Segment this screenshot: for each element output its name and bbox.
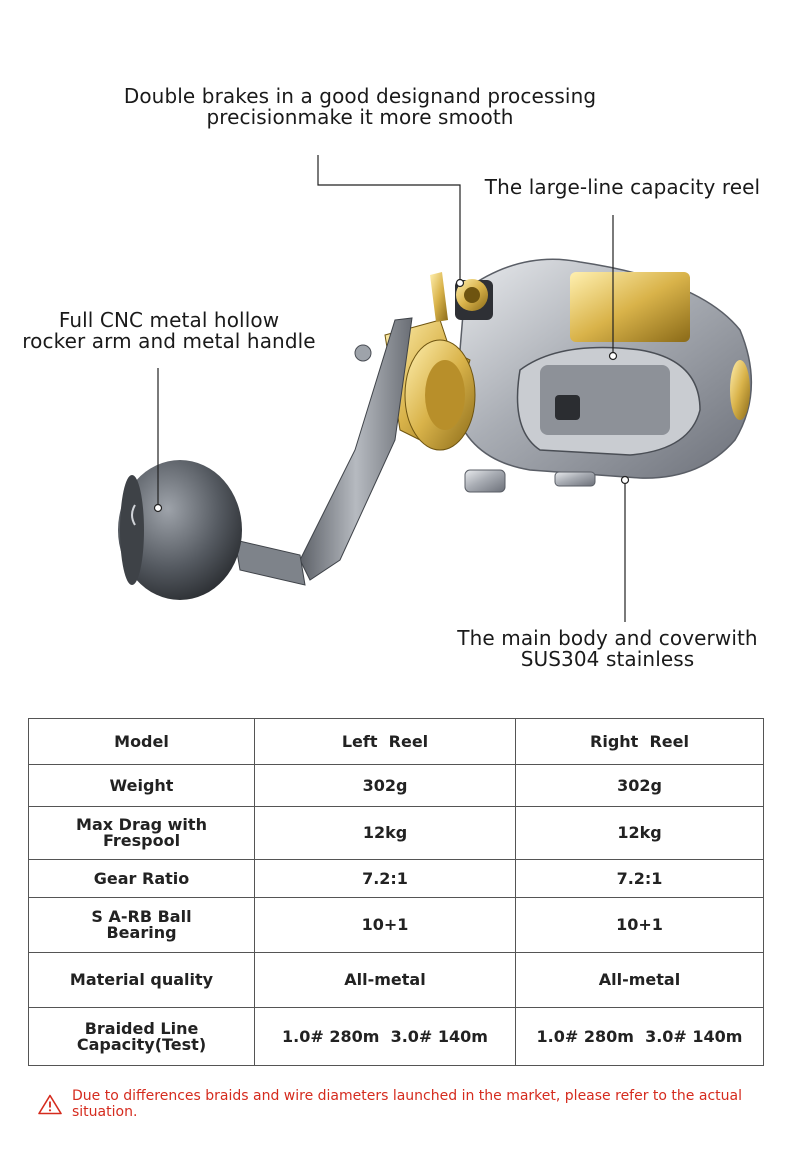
table-row (29, 860, 764, 898)
right-value: 1.0# 280m 3.0# 140m (516, 1008, 764, 1066)
callout-line: The main body and coverwith (457, 626, 758, 650)
right-value: 302g (516, 765, 764, 807)
callout-line: Double brakes in a good designand processing (123, 84, 597, 108)
row-label-line: S A-RB Ball (91, 907, 192, 926)
callout-line: Full CNC metal hollow (58, 308, 280, 332)
right-value: 10+1 (516, 898, 764, 953)
callout-line: rocker arm and metal handle (22, 329, 316, 353)
row-label-line: Max Drag with (76, 815, 207, 834)
callout-line: precisionmake it more smooth (206, 105, 514, 129)
right-value: 7.2:1 (516, 860, 764, 898)
table-row (29, 765, 764, 807)
left-value: 1.0# 280m 3.0# 140m (255, 1008, 516, 1066)
spec-table (28, 718, 764, 1066)
row-label (29, 807, 255, 860)
row-label-line: Frespool (102, 831, 181, 850)
row-label (29, 860, 255, 898)
handle-knob (118, 460, 242, 600)
left-value: 7.2:1 (255, 860, 516, 898)
row-label-line: Weight (109, 775, 174, 795)
disclaimer-text: Due to differences braids and wire diameters launched in the market, please refer to the actual situation. (72, 1088, 742, 1120)
reel-body (455, 259, 751, 492)
row-label-line: Gear Ratio (93, 868, 190, 888)
callout-cnc-handle (10, 310, 328, 352)
handle-arm (235, 318, 412, 585)
disclaimer-note (38, 1088, 768, 1120)
left-value: All-metal (255, 953, 516, 1008)
right-value: All-metal (516, 953, 764, 1008)
header-model: Model (29, 719, 255, 765)
header-left-reel: Left Reel (255, 719, 516, 765)
table-header-row (29, 719, 764, 765)
left-value: 302g (255, 765, 516, 807)
table-row (29, 898, 764, 953)
row-label (29, 953, 255, 1008)
table-row (29, 953, 764, 1008)
callout-line: The large-line capacity reel (484, 175, 761, 199)
row-label-line: Capacity(Test) (76, 1034, 207, 1054)
row-label-line: Material quality (69, 970, 214, 989)
callout-line: SUS304 stainless (520, 647, 695, 671)
warning-triangle-icon (38, 1094, 62, 1115)
row-label (29, 898, 255, 953)
left-value: 10+1 (255, 898, 516, 953)
left-value: 12kg (255, 807, 516, 860)
row-label (29, 765, 255, 807)
callout-line-capacity (470, 177, 775, 198)
callout-main-body (440, 628, 775, 670)
row-label (29, 1008, 255, 1066)
table-row (29, 807, 764, 860)
header-right-reel: Right Reel (516, 719, 764, 765)
callout-double-brakes (105, 86, 615, 128)
right-value: 12kg (516, 807, 764, 860)
row-label-line: Braided Line (84, 1018, 199, 1038)
row-label-line: Bearing (106, 923, 177, 942)
table-row (29, 1008, 764, 1066)
